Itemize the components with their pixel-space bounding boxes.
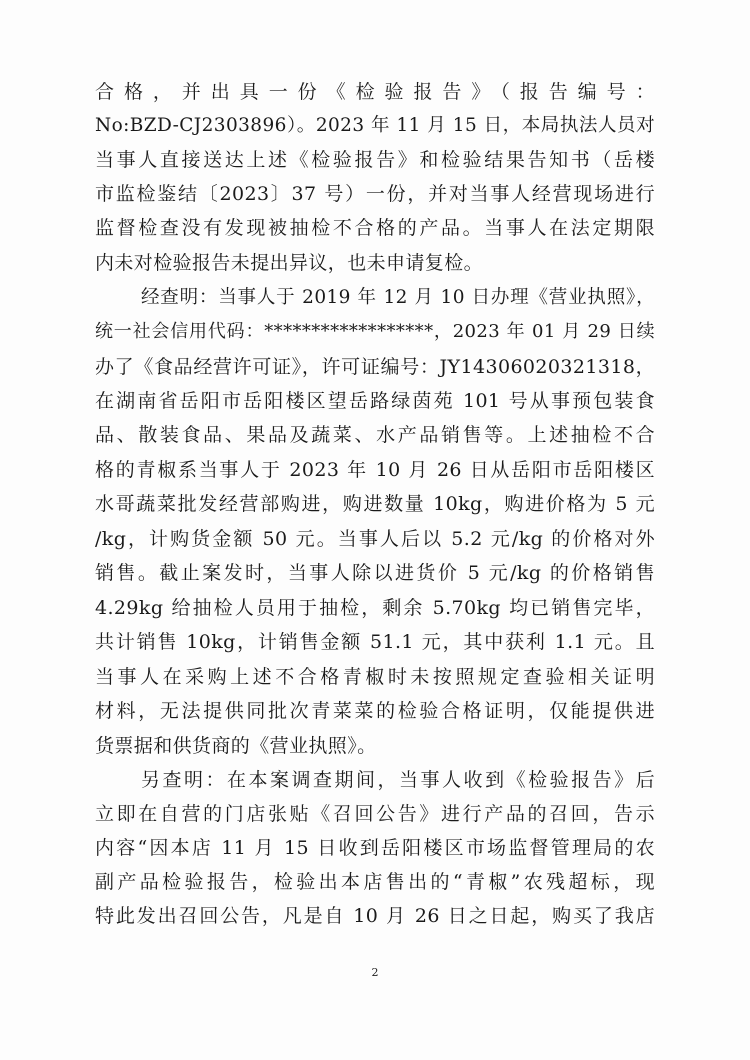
- text-line: 办了《食品经营许可证》，许可证编号：JY14306020321318，: [95, 356, 655, 378]
- text-line: 品、散装食品、果品及蔬菜、水产品销售等。上述抽检不合: [95, 424, 655, 446]
- text-line: 共计销售 10kg，计销售金额 51.1 元，其中获利 1.1 元。且: [95, 631, 655, 653]
- text-line: /kg，计购货金额 50 元。当事人后以 5.2 元/kg 的价格对外: [95, 528, 655, 550]
- paragraph-start-line: 经查明：当事人于 2019 年 12 月 10 日办理《营业执照》，: [141, 287, 655, 308]
- page-number: 2: [371, 966, 379, 979]
- text-line: 当事人直接送达上述《检验报告》和检验结果告知书（岳楼: [95, 149, 655, 171]
- text-line: 材料，无法提供同批次青菜菜的检验合格证明，仅能提供进: [95, 700, 655, 722]
- text-line: 在湖南省岳阳市岳阳楼区望岳路绿茵苑 101 号从事预包装食: [95, 390, 655, 412]
- text-line: 副产品检验报告，检验出本店售出的“青椒”农残超标，现: [95, 871, 655, 893]
- text-line: No:BZD-CJ2303896）。2023 年 11 月 15 日，本局执法人员对: [95, 115, 655, 136]
- text-line: 水哥蔬菜批发经营部购进，购进数量 10kg，购进价格为 5 元: [95, 493, 655, 515]
- text-line: 内未对检验报告未提出异议，也未申请复检。: [95, 252, 484, 274]
- text-line: 4.29kg 给抽检人员用于抽检，剩余 5.70kg 均已销售完毕，: [95, 597, 655, 619]
- text-line: 格的青椒系当事人于 2023 年 10 月 26 日从岳阳市岳阳楼区: [95, 459, 655, 481]
- text-line: 合格，并出具一份《检验报告》（报告编号：: [95, 81, 655, 103]
- text-line: 监督检查没有发现被抽检不合格的产品。当事人在法定期限: [95, 217, 655, 239]
- paragraph-start-line: 另查明：在本案调查期间，当事人收到《检验报告》后: [141, 769, 655, 791]
- text-line: 销售。截止案发时，当事人除以进货价 5 元/kg 的价格销售: [95, 562, 655, 584]
- text-line: 市监检鉴结〔2023〕37 号）一份，并对当事人经营现场进行: [95, 183, 655, 205]
- text-line: 特此发出召回公告，凡是自 10 月 26 日之日起，购买了我店: [95, 905, 655, 927]
- text-line: 当事人在采购上述不合格青椒时未按照规定查验相关证明: [95, 666, 655, 688]
- text-line: 内容“因本店 11 月 15 日收到岳阳楼区市场监督管理局的农: [95, 837, 655, 859]
- text-line: 立即在自营的门店张贴《召回公告》进行产品的召回，告示: [95, 803, 655, 825]
- text-line: 统一社会信用代码：******************，2023 年 01 月 29 日续: [95, 321, 655, 342]
- text-line: 货票据和供货商的《营业执照》。: [95, 735, 377, 757]
